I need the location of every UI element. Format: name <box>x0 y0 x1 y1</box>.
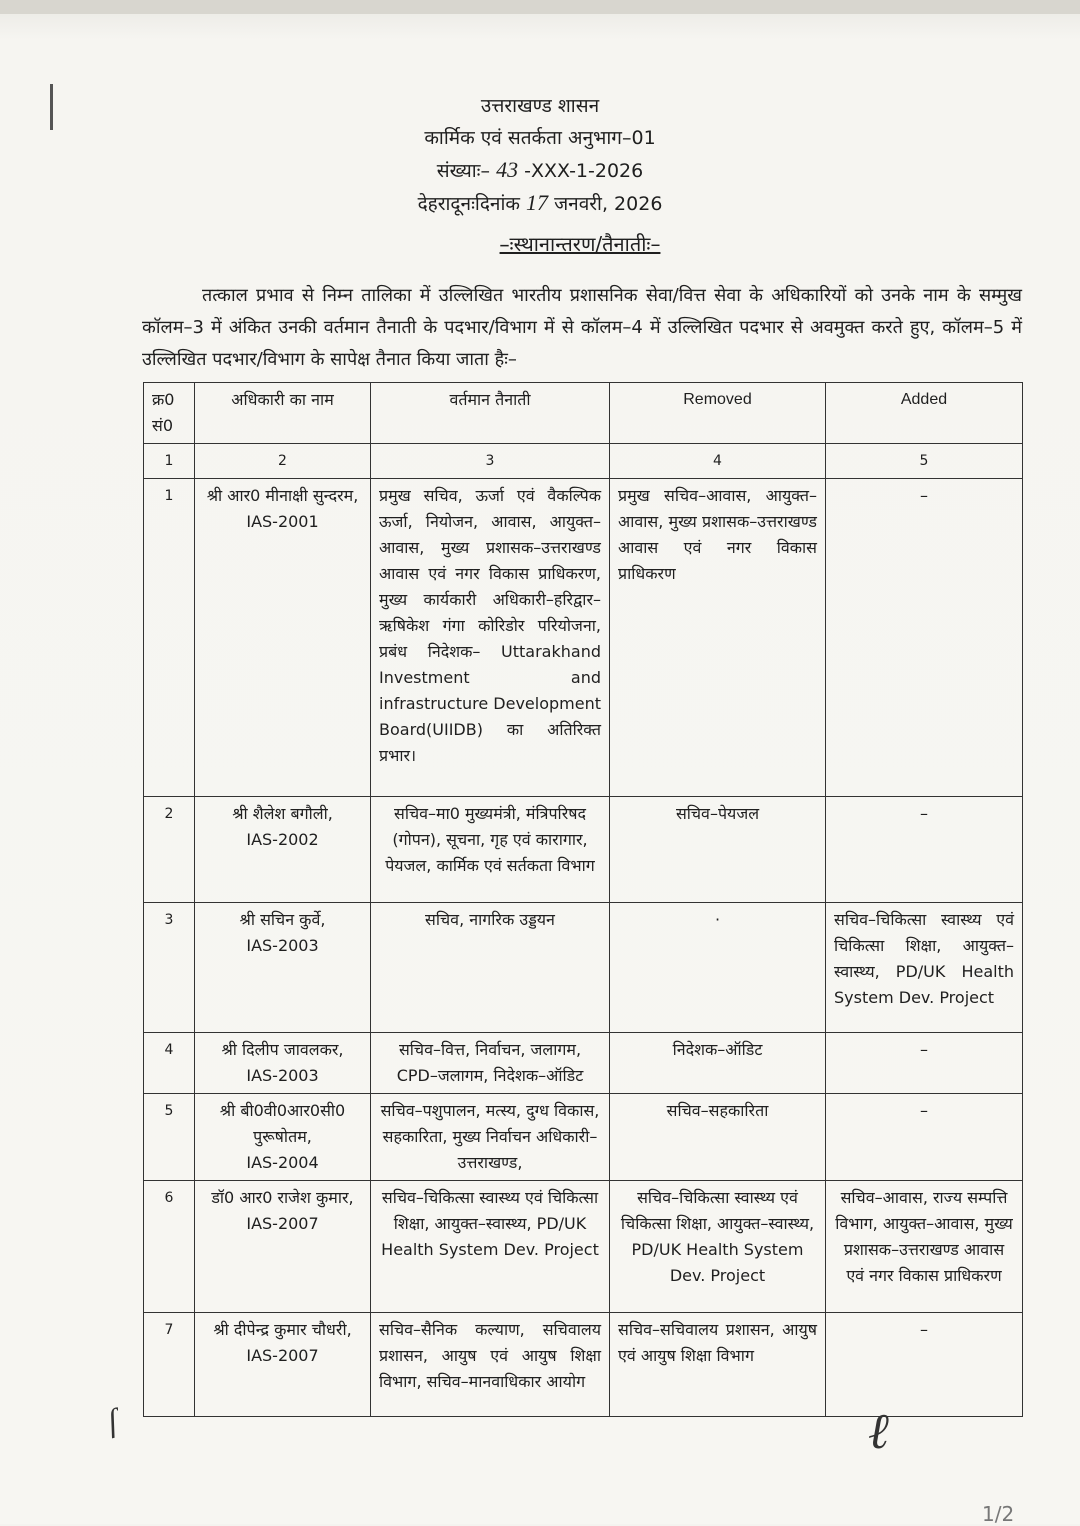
column-number: 2 <box>195 444 371 479</box>
removed-posting: · <box>610 903 826 1033</box>
letter-number-handwritten: 43 <box>496 157 519 182</box>
signature-mark-right: ℓ <box>868 1403 889 1459</box>
table-header-row <box>144 383 1023 444</box>
subject-line: –ःस्थानान्तरण/तैनातीः– <box>499 232 661 256</box>
letter-number-suffix: -XXX-1-2026 <box>524 160 644 182</box>
table-row <box>144 1181 1023 1313</box>
officer-name-cell <box>195 479 371 797</box>
added-posting: सचिव–चिकित्सा स्वास्थ्य एवं चिकित्सा शिक्षा, आयुक्त–स्वास्थ्य, PD/UK Health System Dev. Project <box>826 903 1023 1033</box>
table-row <box>144 797 1023 903</box>
serial-number: 7 <box>144 1313 195 1417</box>
column-number-row <box>144 444 1023 479</box>
current-posting: सचिव–वित्त, निर्वाचन, जलागम, CPD–जलागम, निदेशक–ऑडिट <box>371 1033 610 1094</box>
serial-number: 3 <box>144 903 195 1033</box>
serial-number: 4 <box>144 1033 195 1094</box>
officer-name-cell <box>195 1033 371 1094</box>
officer-name-cell <box>195 797 371 903</box>
removed-posting: सचिव–चिकित्सा स्वास्थ्य एवं चिकित्सा शिक्षा, आयुक्त–स्वास्थ्य, PD/UK Health System Dev. Project <box>610 1181 826 1313</box>
page-number: 1/2 <box>982 1502 1015 1526</box>
current-posting: सचिव–चिकित्सा स्वास्थ्य एवं चिकित्सा शिक्षा, आयुक्त–स्वास्थ्य, PD/UK Health System Dev. Project <box>371 1181 610 1313</box>
officer-batch: IAS-2004 <box>246 1153 319 1172</box>
added-posting: – <box>826 479 1023 797</box>
header-removed: Removed <box>610 383 826 444</box>
added-posting: – <box>826 797 1023 903</box>
officer-name: श्री शैलेश बगौली, <box>232 804 333 823</box>
officer-batch: IAS-2001 <box>246 512 319 531</box>
officer-batch: IAS-2007 <box>246 1346 319 1365</box>
serial-number: 2 <box>144 797 195 903</box>
officer-name: श्री सचिन कुर्वे, <box>239 910 326 929</box>
serial-number: 5 <box>144 1094 195 1181</box>
removed-posting: प्रमुख सचिव–आवास, आयुक्त–आवास, मुख्य प्रशासक–उत्तराखण्ड आवास एवं नगर विकास प्राधिकरण <box>610 479 826 797</box>
column-number: 1 <box>144 444 195 479</box>
officer-name: श्री आर0 मीनाक्षी सुन्दरम, <box>206 486 359 505</box>
table-row <box>144 903 1023 1033</box>
letter-date-prefix: देहरादूनःदिनांक <box>417 193 520 215</box>
table-row <box>144 1033 1023 1094</box>
added-posting: – <box>826 1313 1023 1417</box>
table-row <box>144 479 1023 797</box>
added-posting: – <box>826 1033 1023 1094</box>
removed-posting: सचिव–सहकारिता <box>610 1094 826 1181</box>
removed-posting: सचिव–सचिवालय प्रशासन, आयुष एवं आयुष शिक्षा विभाग <box>610 1313 826 1417</box>
serial-number: 6 <box>144 1181 195 1313</box>
column-number: 3 <box>371 444 610 479</box>
serial-number: 1 <box>144 479 195 797</box>
officer-name: श्री दिलीप जावलकर, <box>221 1040 344 1059</box>
officer-batch: IAS-2007 <box>246 1214 319 1233</box>
officer-batch: IAS-2003 <box>246 1066 319 1085</box>
letter-header <box>0 90 1080 220</box>
header-added: Added <box>826 383 1023 444</box>
header-serial: क्र0 सं0 <box>144 383 195 444</box>
transfer-table <box>143 382 1023 1417</box>
current-posting: सचिव–पशुपालन, मत्स्य, दुग्ध विकास, सहकारिता, मुख्य निर्वाचन अधिकारी– उत्तराखण्ड, <box>371 1094 610 1181</box>
header-officer-name: अधिकारी का नाम <box>195 383 371 444</box>
letter-date-handwritten: 17 <box>526 190 549 215</box>
table-row <box>144 1094 1023 1181</box>
letter-date <box>0 187 1080 220</box>
current-posting: सचिव–सैनिक कल्याण, सचिवालय प्रशासन, आयुष एवं आयुष शिक्षा विभाग, सचिव–मानवाधिकार आयोग <box>371 1313 610 1417</box>
added-posting: सचिव–आवास, राज्य सम्पत्ति विभाग, आयुक्त–आवास, मुख्य प्रशासक–उत्तराखण्ड आवास एवं नगर विकास प्राधिकरण <box>826 1181 1023 1313</box>
officer-batch: IAS-2003 <box>246 936 319 955</box>
current-posting: प्रमुख सचिव, ऊर्जा एवं वैकल्पिक ऊर्जा, नियोजन, आवास, आयुक्त–आवास, मुख्य प्रशासक–उत्तराखण्ड आवास एवं नगर विकास प्राधिकरण, मुख्य कार्यकारी अधिकारी–हरिद्वार–ऋषिकेश गंगा कोरिडोर परियोजना, प्रबंध निदेशक– Uttarakhand Investment and infrastructure Development Board(UIIDB) का अतिरिक्त प्रभार। <box>371 479 610 797</box>
officer-batch: IAS-2002 <box>246 830 319 849</box>
intro-paragraph: तत्काल प्रभाव से निम्न तालिका में उल्लिखित भारतीय प्रशासनिक सेवा/वित्त सेवा के अधिकारियों को उनके नाम के सम्मुख कॉलम–3 में अंकित उनकी वर्तमान तैनाती के पदभार/विभाग में से कॉलम–4 में उल्लिखित पदभार से अवमुक्त करते हुए, कॉलम–5 में उल्लिखित पदभार/विभाग के सापेक्ष तैनात किया जाता हैः– <box>142 285 1022 370</box>
added-posting: – <box>826 1094 1023 1181</box>
government-name: उत्तराखण्ड शासन <box>480 95 600 117</box>
officer-name: डॉ0 आर0 राजेश कुमार, <box>211 1188 354 1207</box>
column-number: 4 <box>610 444 826 479</box>
letter-date-suffix: जनवरी, 2026 <box>554 193 663 215</box>
letter-number <box>0 154 1080 187</box>
initials-mark-left: ſ <box>104 1401 121 1439</box>
officer-name-cell <box>195 1313 371 1417</box>
removed-posting: निदेशक–ऑडिट <box>610 1033 826 1094</box>
officer-name-cell <box>195 1181 371 1313</box>
officer-name-cell <box>195 903 371 1033</box>
table-row <box>144 1313 1023 1417</box>
department-name: कार्मिक एवं सतर्कता अनुभाग–01 <box>424 127 656 149</box>
officer-name: श्री बी0वी0आर0सी0 पुरूषोतम, <box>219 1101 346 1146</box>
column-number: 5 <box>826 444 1023 479</box>
header-current-posting: वर्तमान तैनाती <box>371 383 610 444</box>
officer-name-cell <box>195 1094 371 1181</box>
current-posting: सचिव, नागरिक उड्डयन <box>371 903 610 1033</box>
current-posting: सचिव–मा0 मुख्यमंत्री, मंत्रिपरिषद (गोपन), सूचना, गृह एवं कारागार, पेयजल, कार्मिक एवं सर्तकता विभाग <box>371 797 610 903</box>
page-top-edge <box>0 0 1080 14</box>
removed-posting: सचिव–पेयजल <box>610 797 826 903</box>
officer-name: श्री दीपेन्द्र कुमार चौधरी, <box>213 1320 352 1339</box>
letter-number-prefix: संख्याः– <box>436 160 491 182</box>
